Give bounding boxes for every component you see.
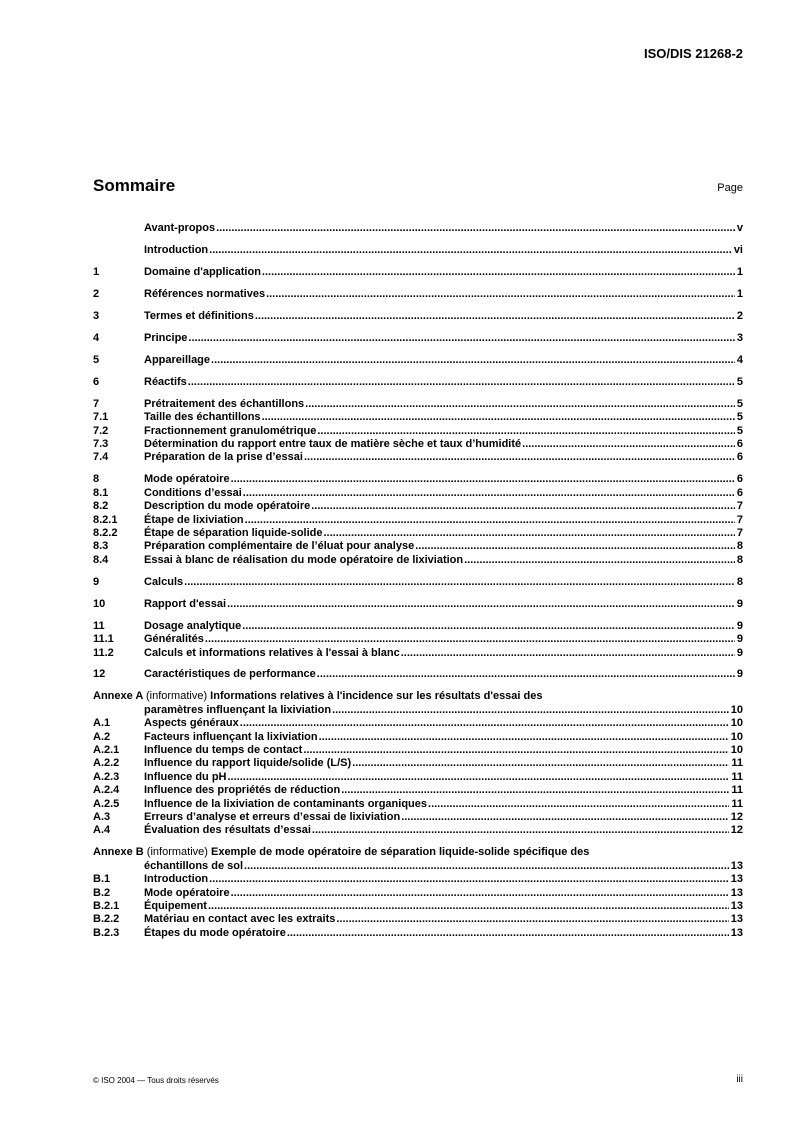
dot-leader xyxy=(312,824,729,837)
annex-title-continuation[interactable] xyxy=(93,704,743,717)
toc-entry[interactable] xyxy=(93,554,743,567)
toc-entry-page: 13 xyxy=(730,899,743,912)
toc-entry[interactable] xyxy=(93,757,743,770)
dot-leader xyxy=(332,704,729,717)
toc-entry[interactable] xyxy=(93,500,743,513)
toc-entry-number: B.2.1 xyxy=(93,899,120,912)
annex-type: (informative) xyxy=(145,690,211,703)
toc-entry-number: 2 xyxy=(93,287,100,300)
toc-entry-title: Erreurs d’analyse et erreurs d’essai de lixiviation xyxy=(144,810,401,823)
toc-entry[interactable] xyxy=(93,244,743,257)
toc-entry[interactable] xyxy=(93,354,743,367)
toc-entry-page: vi xyxy=(733,243,743,256)
toc-entry[interactable] xyxy=(93,900,743,913)
toc-entry[interactable] xyxy=(93,266,743,279)
dot-leader xyxy=(208,900,729,913)
document-id: ISO/DIS 21268-2 xyxy=(644,46,743,61)
dot-leader xyxy=(262,266,735,279)
dot-leader xyxy=(311,500,735,513)
toc-entry-title: Termes et définitions xyxy=(144,309,254,322)
toc-entry-number: 11 xyxy=(93,619,105,632)
toc-entry[interactable] xyxy=(93,514,743,527)
toc-entry-page: 9 xyxy=(736,633,743,646)
toc-entry-page: 6 xyxy=(736,451,743,464)
toc-entry-page: 13 xyxy=(730,926,743,939)
toc-entry-page: 12 xyxy=(730,824,743,837)
toc-entry[interactable] xyxy=(93,222,743,235)
toc-entry-title: Avant-propos xyxy=(144,222,216,234)
toc-entry[interactable] xyxy=(93,438,743,451)
toc-title-row xyxy=(93,176,743,196)
toc-entry-title: Fractionnement granulométrique xyxy=(144,424,317,437)
toc-entry-title: Calculs xyxy=(144,575,184,588)
toc-entry-number: 4 xyxy=(93,331,100,344)
toc-entry-number: A.1 xyxy=(93,717,111,730)
toc-entry-title: Étape de séparation liquide-solide xyxy=(144,526,323,539)
toc-entry-title: Évaluation des résultats d’essai xyxy=(144,824,311,837)
toc-entry[interactable] xyxy=(93,376,743,389)
toc-entry[interactable] xyxy=(93,633,743,646)
toc-entry[interactable] xyxy=(93,473,743,486)
annex-label: Annexe A xyxy=(93,690,146,703)
toc-entry-page: v xyxy=(736,222,743,234)
toc-entry-title: Taille des échantillons xyxy=(144,411,261,424)
toc-entry-number: 12 xyxy=(93,668,106,681)
toc-entry[interactable] xyxy=(93,310,743,323)
toc-entry[interactable] xyxy=(93,411,743,424)
toc-entry-page: 8 xyxy=(736,575,743,588)
toc-entry-page: 6 xyxy=(736,438,743,451)
dot-leader xyxy=(317,425,735,438)
toc-entry-page: 5 xyxy=(736,397,743,410)
toc-entry[interactable] xyxy=(93,425,743,438)
dot-leader xyxy=(240,717,729,730)
dot-leader xyxy=(317,668,735,681)
dot-leader xyxy=(216,222,735,235)
toc-entry-page: 2 xyxy=(736,309,743,322)
annex-label: Annexe B xyxy=(93,846,147,859)
dot-leader xyxy=(255,310,735,323)
toc-entry[interactable] xyxy=(93,927,743,940)
page-column-label: Page xyxy=(717,182,743,194)
toc-entry-number: 8.2.1 xyxy=(93,513,118,526)
toc-entry[interactable] xyxy=(93,811,743,824)
dot-leader xyxy=(352,757,729,770)
toc-entry-page: 9 xyxy=(736,619,743,632)
dot-leader xyxy=(244,860,729,873)
annex-heading[interactable] xyxy=(93,690,743,703)
annex-type: (informative) xyxy=(146,846,211,859)
toc-entry-title: Influence du rapport liquide/solide (L/S) xyxy=(144,757,352,770)
toc-entry-number: A.4 xyxy=(93,824,111,837)
toc-entry-number: 8.2.2 xyxy=(93,526,118,539)
toc-entry-number: B.2 xyxy=(93,886,111,899)
toc-entry[interactable] xyxy=(93,668,743,681)
toc-entry-page: 9 xyxy=(736,597,743,610)
toc-entry[interactable] xyxy=(93,451,743,464)
toc-entry-page: 8 xyxy=(736,540,743,553)
toc-entry-title: Influence de la lixiviation de contaminants organiques xyxy=(144,797,428,810)
toc-entry-title: Dosage analytique xyxy=(144,619,242,632)
dot-leader xyxy=(228,771,730,784)
annex-heading[interactable] xyxy=(93,846,743,859)
toc-entry-title: Détermination du rapport entre taux de matière sèche et taux d’humidité xyxy=(144,438,522,451)
toc-entry-title: Références normatives xyxy=(144,287,266,300)
toc-entry-title: Influence des propriétés de réduction xyxy=(144,784,341,797)
toc-entry-number: 7.3 xyxy=(93,438,109,451)
toc-entry[interactable] xyxy=(93,873,743,886)
toc-entry-page: 10 xyxy=(730,717,743,730)
dot-leader xyxy=(303,744,728,757)
toc-entry-number: A.2.3 xyxy=(93,770,120,783)
toc-entry-title: Principe xyxy=(144,331,188,344)
toc-entry-title: Étape de lixiviation xyxy=(144,513,244,526)
annex-title-line1: Exemple de mode opératoire de séparation liquide-solide spécifique des xyxy=(210,846,590,859)
toc-entry-title: Prétraitement des échantillons xyxy=(144,397,305,410)
toc-entry-page: 11 xyxy=(731,757,743,770)
toc-entry-title: Préparation complémentaire de l’éluat pour analyse xyxy=(144,540,415,553)
dot-leader xyxy=(227,598,735,611)
toc-entry[interactable] xyxy=(93,540,743,553)
toc-entry-page: 5 xyxy=(736,424,743,437)
toc-entry[interactable] xyxy=(93,717,743,730)
toc-entry-page: 5 xyxy=(736,411,743,424)
toc-entry-page: 1 xyxy=(736,265,743,278)
toc-entry-title: Équipement xyxy=(144,899,207,912)
toc-entry-number: A.2.4 xyxy=(93,784,120,797)
toc-entry[interactable] xyxy=(93,771,743,784)
dot-leader xyxy=(401,811,729,824)
toc-entry-title: Essai à blanc de réalisation du mode opératoire de lixiviation xyxy=(144,553,464,566)
annex-title-line2: échantillons de sol xyxy=(144,859,244,872)
toc-entry-number: A.2.5 xyxy=(93,797,120,810)
annex-title-line1: Informations relatives à l'incidence sur les résultats d'essai des xyxy=(210,690,543,703)
toc-entry-number: A.2.1 xyxy=(93,744,120,757)
toc-entry-title: Préparation de la prise d’essai xyxy=(144,451,303,464)
toc-entry-title: Calculs et informations relatives à l'essai à blanc xyxy=(144,646,400,659)
toc-entry-page: 13 xyxy=(730,913,743,926)
toc-entry-number: 10 xyxy=(93,597,106,610)
toc-entry[interactable] xyxy=(93,398,743,411)
footer-copyright: © ISO 2004 — Tous droits réservés xyxy=(93,1076,219,1085)
toc-entry-title: Introduction xyxy=(144,243,209,256)
toc-entry[interactable] xyxy=(93,620,743,633)
dot-leader xyxy=(341,784,729,797)
toc-entry-number: 1 xyxy=(93,265,100,278)
toc-entry-page: 3 xyxy=(736,331,743,344)
toc-entry-number: 11.2 xyxy=(93,646,114,659)
toc-entry[interactable] xyxy=(93,744,743,757)
dot-leader xyxy=(428,798,729,811)
dot-leader xyxy=(184,576,735,589)
toc-entry-title: Généralités xyxy=(144,633,204,646)
dot-leader xyxy=(304,451,735,464)
toc-entry[interactable] xyxy=(93,824,743,837)
toc-entry-number: A.2 xyxy=(93,730,111,743)
toc-entry-number: 8.4 xyxy=(93,553,109,566)
dot-leader xyxy=(401,647,735,660)
toc-entry-title: Caractéristiques de performance xyxy=(144,668,316,681)
toc-entry-number: 9 xyxy=(93,575,100,588)
toc-entry-number: 8.2 xyxy=(93,500,109,513)
dot-leader xyxy=(188,332,734,345)
dot-leader xyxy=(242,620,735,633)
dot-leader xyxy=(231,887,729,900)
toc-entry-page: 6 xyxy=(736,486,743,499)
dot-leader xyxy=(323,527,734,540)
toc-entry-number: 5 xyxy=(93,353,100,366)
toc-entry-number: 7.4 xyxy=(93,451,109,464)
dot-leader xyxy=(464,554,735,567)
toc-entry-number: 7 xyxy=(93,397,100,410)
toc-entry-number: A.3 xyxy=(93,810,111,823)
toc-entry-page: 6 xyxy=(736,473,743,486)
toc-entry-number: 7.2 xyxy=(93,424,109,437)
dot-leader xyxy=(287,927,729,940)
toc-entry-title: Mode opératoire xyxy=(144,473,230,486)
toc-entry-title: Étapes du mode opératoire xyxy=(144,926,286,939)
toc-entry-title: Influence du temps de contact xyxy=(144,744,303,757)
dot-leader xyxy=(188,376,735,389)
toc-entry[interactable] xyxy=(93,887,743,900)
toc-entry-number: 8.1 xyxy=(93,486,109,499)
toc-entry[interactable] xyxy=(93,913,743,926)
toc-entry-page: 7 xyxy=(736,526,743,539)
toc-entry-page: 1 xyxy=(736,287,743,300)
toc-entry-page: 5 xyxy=(736,375,743,388)
footer-page-number: iii xyxy=(736,1074,743,1085)
toc-entry-number: B.2.3 xyxy=(93,926,120,939)
toc-entry-title: Rapport d'essai xyxy=(144,597,227,610)
dot-leader xyxy=(245,514,735,527)
toc-entry-number: 3 xyxy=(93,309,100,322)
toc-entry-page: 7 xyxy=(736,500,743,513)
table-of-contents xyxy=(93,222,743,940)
dot-leader xyxy=(305,398,735,411)
toc-entry[interactable] xyxy=(93,731,743,744)
toc-entry-title: Matériau en contact avec les extraits xyxy=(144,913,336,926)
dot-leader xyxy=(209,244,732,257)
toc-entry-page: 12 xyxy=(730,810,743,823)
dot-leader xyxy=(336,913,728,926)
dot-leader xyxy=(319,731,729,744)
toc-entry[interactable] xyxy=(93,647,743,660)
toc-title: Sommaire xyxy=(93,176,176,195)
toc-entry-title: Introduction xyxy=(144,873,209,886)
toc-entry-title: Domaine d'application xyxy=(144,265,261,278)
toc-entry-title: Aspects généraux xyxy=(144,717,239,730)
toc-entry-title: Influence du pH xyxy=(144,770,227,783)
toc-entry-page: 11 xyxy=(731,770,743,783)
toc-entry-page: 11 xyxy=(731,797,743,810)
toc-entry[interactable] xyxy=(93,576,743,589)
toc-entry-title: Appareillage xyxy=(144,353,211,366)
toc-entry-number: 7.1 xyxy=(93,411,109,424)
toc-entry-title: Réactifs xyxy=(144,375,187,388)
toc-entry[interactable] xyxy=(93,487,743,500)
toc-entry-number: B.1 xyxy=(93,873,111,886)
toc-entry-page: 8 xyxy=(736,553,743,566)
dot-leader xyxy=(262,411,735,424)
dot-leader xyxy=(231,473,735,486)
toc-entry-page: 11 xyxy=(731,784,743,797)
dot-leader xyxy=(209,873,729,886)
toc-entry-title: Conditions d’essai xyxy=(144,486,242,499)
toc-entry-page: 10 xyxy=(730,703,743,716)
toc-entry-number: 11.1 xyxy=(93,633,114,646)
annex-title-continuation[interactable] xyxy=(93,860,743,873)
toc-entry-page: 4 xyxy=(736,353,743,366)
dot-leader xyxy=(205,633,735,646)
dot-leader xyxy=(211,354,735,367)
toc-entry-number: 6 xyxy=(93,375,100,388)
dot-leader xyxy=(243,487,735,500)
toc-entry-page: 13 xyxy=(730,859,743,872)
toc-entry-title: Description du mode opératoire xyxy=(144,500,311,513)
toc-entry-title: Mode opératoire xyxy=(144,886,230,899)
toc-entry-page: 13 xyxy=(730,873,743,886)
dot-leader xyxy=(522,438,735,451)
toc-entry[interactable] xyxy=(93,784,743,797)
toc-entry-number: 8 xyxy=(93,473,100,486)
toc-entry[interactable] xyxy=(93,798,743,811)
dot-leader xyxy=(415,540,735,553)
toc-entry-page: 7 xyxy=(736,513,743,526)
annex-title-line2: paramètres influençant la lixiviation xyxy=(144,703,332,716)
toc-entry-number: B.2.2 xyxy=(93,913,120,926)
toc-entry[interactable] xyxy=(93,288,743,301)
toc-entry-title: Facteurs influençant la lixiviation xyxy=(144,730,318,743)
toc-entry-number: 8.3 xyxy=(93,540,109,553)
toc-entry-page: 9 xyxy=(736,646,743,659)
toc-entry-page: 9 xyxy=(736,668,743,681)
toc-entry[interactable] xyxy=(93,527,743,540)
toc-entry[interactable] xyxy=(93,332,743,345)
toc-entry[interactable] xyxy=(93,598,743,611)
toc-entry-number: A.2.2 xyxy=(93,757,120,770)
dot-leader xyxy=(266,288,735,301)
toc-entry-page: 10 xyxy=(730,730,743,743)
toc-entry-page: 13 xyxy=(730,886,743,899)
toc-entry-page: 10 xyxy=(730,744,743,757)
